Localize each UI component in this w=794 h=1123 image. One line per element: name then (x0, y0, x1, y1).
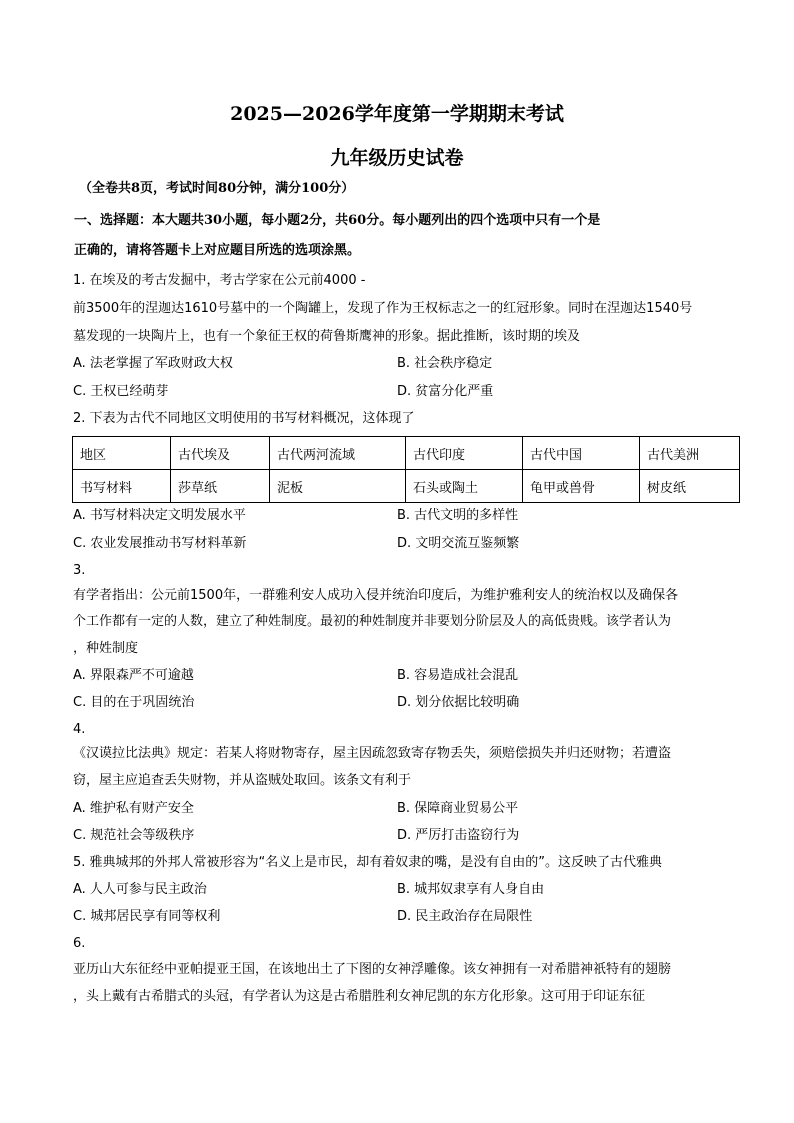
writing-materials-table (72, 436, 740, 503)
table-row (73, 470, 740, 503)
q6-number: 6. (73, 936, 86, 951)
table-row (73, 437, 740, 470)
q2-option-a: A. 书写材料决定文明发展水平 (73, 508, 246, 523)
table-cell: 古代印度 (406, 437, 523, 470)
q4-option-c: C. 规范社会等级秩序 (73, 828, 195, 843)
exam-note: （全卷共8页，考试时间80分钟，满分100分） (79, 181, 355, 196)
table-cell: 古代中国 (523, 437, 640, 470)
q2-stem: 2. 下表为古代不同地区文明使用的书写材料概况，这体现了 (73, 411, 415, 426)
q5-option-a: A. 人人可参与民主政治 (73, 882, 207, 897)
exam-subtitle: 九年级历史试卷 (330, 147, 464, 169)
q1-option-a: A. 法老掌握了军政财政大权 (73, 356, 233, 371)
q3-stem-line1: 有学者指出：公元前1500年，一群雅利安人成功入侵并统治印度后，为维护雅利安人的统治权以及确保各 (73, 588, 679, 603)
q3-option-d: D. 划分依据比较明确 (397, 695, 520, 710)
q1-stem-line3: 墓发现的一块陶片上，也有一个象征王权的荷鲁斯鹰神的形象。据此推断，该时期的埃及 (73, 329, 581, 344)
section-heading-line2: 正确的，请将答题卡上对应题目所选的选项涂黑。 (74, 243, 361, 258)
q3-stem-line3: ，种姓制度 (73, 641, 139, 656)
q6-stem-line2: ，头上戴有古希腊式的头冠，有学者认为这是古希腊胜利女神尼凯的东方化形象。这可用于印证东征 (73, 989, 646, 1004)
section-heading-line1: 一、选择题：本大题共30小题，每小题2分，共60分。每小题列出的四个选项中只有一个是 (74, 213, 601, 228)
table-cell: 树皮纸 (640, 470, 740, 503)
q4-option-d: D. 严厉打击盗窃行为 (397, 828, 520, 843)
q2-option-d: D. 文明交流互鉴频繁 (397, 536, 520, 551)
q3-option-a: A. 界限森严不可逾越 (73, 668, 194, 683)
q1-option-b: B. 社会秩序稳定 (397, 356, 493, 371)
q1-option-c: C. 王权已经萌芽 (73, 384, 169, 399)
q3-stem-line2: 个工作都有一定的人数，建立了种姓制度。最初的种姓制度并非要划分阶层及人的高低贵贱。该学者认为 (73, 614, 672, 629)
table-cell: 古代美洲 (640, 437, 740, 470)
exam-title: 2025—2026学年度第一学期期末考试 (230, 103, 564, 125)
q3-number: 3. (73, 563, 86, 578)
table-cell: 地区 (73, 437, 171, 470)
q4-stem-line2: 窃，屋主应追查丢失财物，并从盗贼处取回。该条文有利于 (73, 773, 412, 788)
q5-option-b: B. 城邦奴隶享有人身自由 (397, 882, 545, 897)
q4-option-b: B. 保障商业贸易公平 (397, 801, 519, 816)
q5-option-c: C. 城邦居民享有同等权利 (73, 909, 221, 924)
q2-option-c: C. 农业发展推动书写材料革新 (73, 536, 247, 551)
q6-stem-line1: 亚历山大东征经中亚帕提亚王国，在该地出土了下图的女神浮雕像。该女神拥有一对希腊神祇特有的翅膀 (73, 962, 672, 977)
q1-option-d: D. 贫富分化严重 (397, 384, 494, 399)
table-cell: 古代两河流域 (270, 437, 406, 470)
q3-option-c: C. 目的在于巩固统治 (73, 695, 195, 710)
q5-stem: 5. 雅典城邦的外邦人常被形容为“名义上是市民，却有着奴隶的嘴，是没有自由的”。这反映了古代雅典 (73, 855, 663, 870)
q3-option-b: B. 容易造成社会混乱 (397, 668, 519, 683)
q1-stem-line1: 1. 在埃及的考古发掘中，考古学家在公元前4000 - (73, 273, 366, 288)
table-cell: 书写材料 (73, 470, 171, 503)
q4-stem-line1: 《汉谟拉比法典》规定：若某人将财物寄存，屋主因疏忽致寄存物丢失，须赔偿损失并归还财物；若遭盗 (73, 746, 672, 761)
table-cell: 泥板 (270, 470, 406, 503)
table-cell: 莎草纸 (171, 470, 270, 503)
q5-option-d: D. 民主政治存在局限性 (397, 909, 533, 924)
table-cell: 龟甲或兽骨 (523, 470, 640, 503)
table-cell: 古代埃及 (171, 437, 270, 470)
q4-number: 4. (73, 722, 86, 737)
q4-option-a: A. 维护私有财产安全 (73, 801, 194, 816)
q1-stem-line2: 前3500年的涅迦达1610号墓中的一个陶罐上，发现了作为王权标志之一的红冠形象。同时在涅迦达1540号 (73, 301, 693, 316)
q2-option-b: B. 古代文明的多样性 (397, 508, 519, 523)
table-cell: 石头或陶土 (406, 470, 523, 503)
